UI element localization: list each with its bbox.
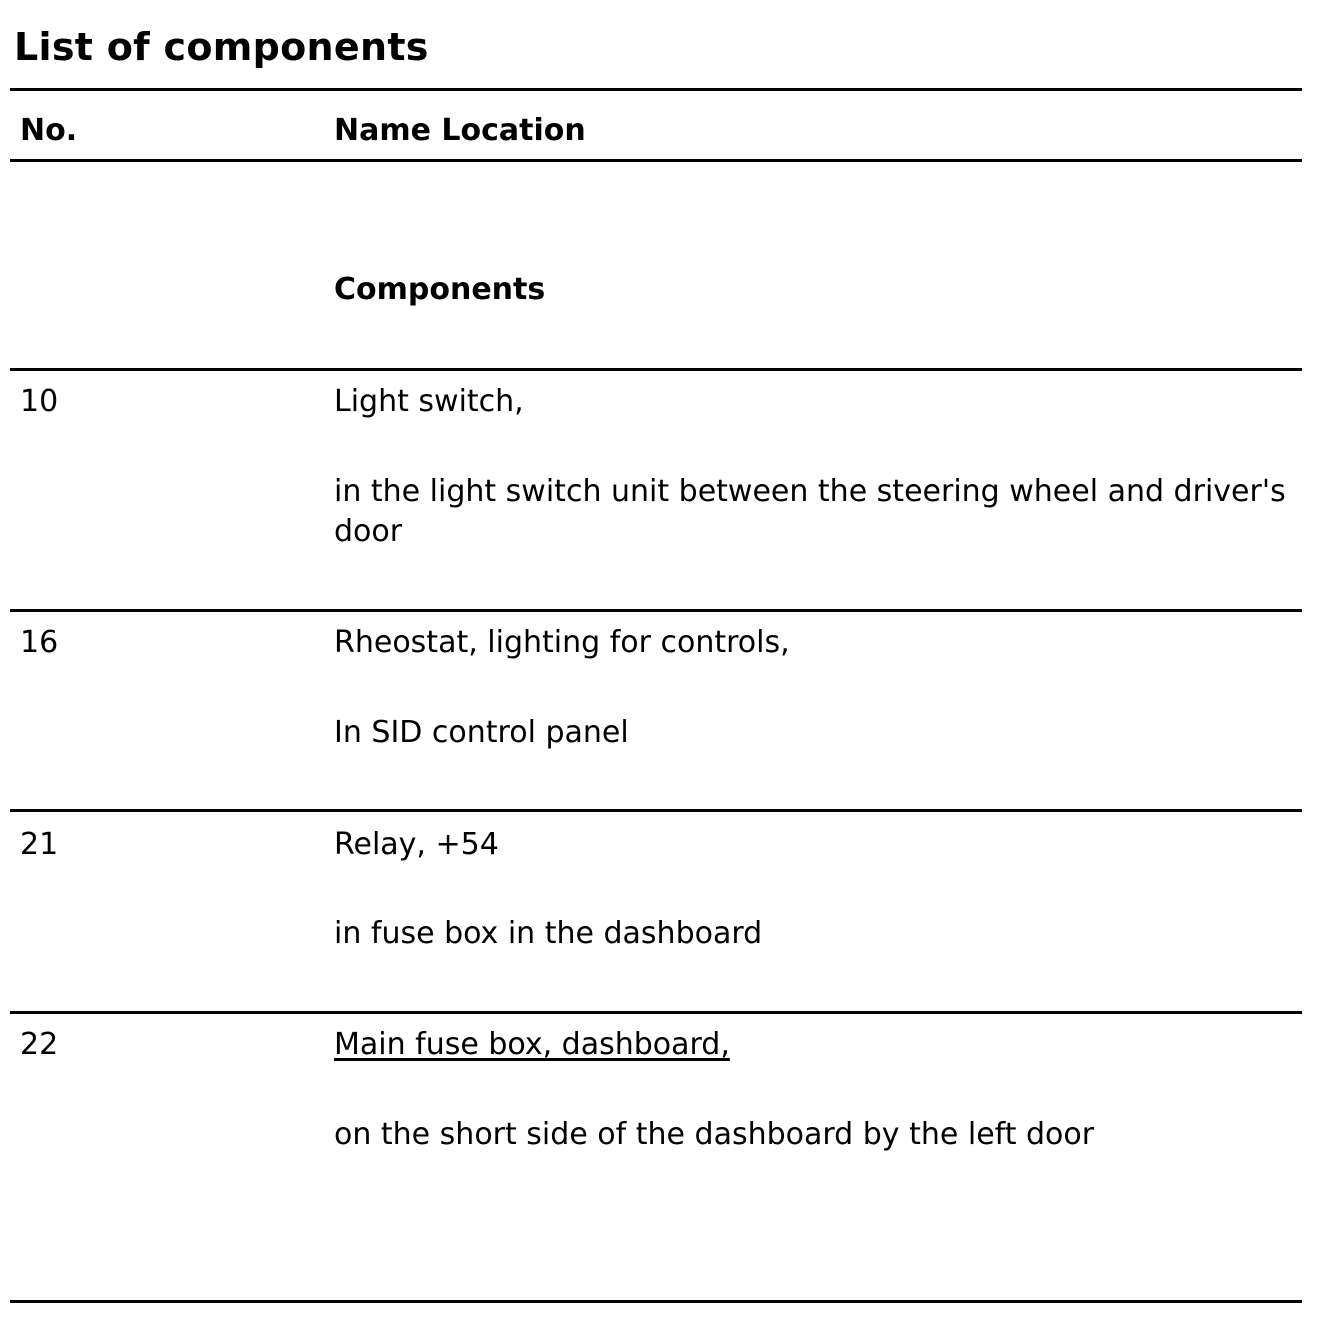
section-bottom-rule <box>10 368 1302 371</box>
component-number: 10 <box>20 384 59 419</box>
section-label-components: Components <box>334 272 546 307</box>
header-bottom-rule <box>10 159 1302 162</box>
component-number: 22 <box>20 1027 59 1062</box>
row-divider <box>10 609 1302 612</box>
component-name: Relay, +54 <box>334 827 499 862</box>
column-header-no: No. <box>20 113 78 148</box>
component-location: In SID control panel <box>334 715 629 750</box>
row-divider <box>10 809 1302 812</box>
component-name: Light switch, <box>334 384 524 419</box>
row-divider <box>10 1011 1302 1014</box>
component-name: Rheostat, lighting for controls, <box>334 625 790 660</box>
component-location: in fuse box in the dashboard <box>334 916 763 951</box>
table-bottom-rule <box>10 1300 1302 1303</box>
component-location: on the short side of the dashboard by the left door <box>334 1117 1095 1152</box>
table-top-rule <box>10 88 1302 91</box>
component-location: in the light switch unit between the steering wheel and driver's door <box>334 474 1286 549</box>
component-number: 21 <box>20 827 59 862</box>
component-name-link[interactable]: Main fuse box, dashboard, <box>334 1027 730 1062</box>
page-title: List of components <box>14 25 429 69</box>
component-number: 16 <box>20 625 59 660</box>
column-header-name-location: Name Location <box>334 113 586 148</box>
